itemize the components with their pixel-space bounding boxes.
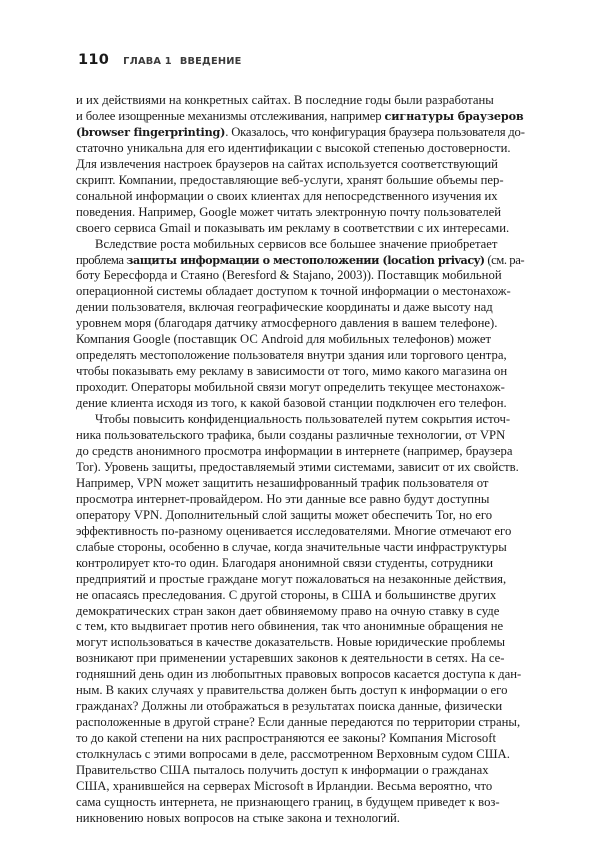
text-line: Компания Google (поставщик ОС Android для мобильных телефонов) может [76,332,491,347]
text-line: могут использоваться в качестве доказательств. Новые юридические проблемы [76,635,506,650]
bold-term: защиты информации о местоположении (location privacy) [126,252,485,267]
text-line: Для извлечения настроек браузеров на сайтах используется соответствующий [76,156,498,171]
text-line: Например, VPN может защитить незашифрованный трафик пользователя от [76,475,489,490]
text-line: (browser fingerprinting). Оказалось, что конфигурация браузера пользователя до- [76,124,525,139]
text-line: то до какой степени на них распространяются ее законы? Компания Microsoft [76,731,497,746]
text-line: ным. В каких случаях у правительства должен быть доступ к информации о его [76,683,508,698]
paragraph-2 [76,237,524,412]
text-line: столкнулась с этими вопросами в деле, рассмотренном Верховным судом США. [76,747,510,762]
text-line: боту Бересфорда и Стаяно (Beresford & Stajano, 2003)). Поставщик мобильной [76,268,502,283]
text-line: до средств анонимного просмотра информации в интернете (например, браузера [76,443,513,458]
text-line: оператору VPN. Дополнительный слой защиты может обеспечить Tor, но его [76,507,493,522]
text-line: поведения. Например, Google может читать электронную почту пользователей [76,204,502,219]
text-line: ника пользовательского трафика, были созданы различные технологии, от VPN [76,428,506,443]
text-line: своего сервиса Gmail и показывать им рекламу в соответствии с их интересами. [76,220,510,235]
text-line: никновению новых вопросов на стыке закона и технологий. [76,810,400,825]
text-line: просмотра интернет-провайдером. Но эти данные все равно будут доступны [76,491,490,506]
text-line: эффективность по-разному оценивается исследователями. Многие отмечают его [76,523,512,538]
text-line: дение клиента исходя из того, к какой базовой станции подключен его телефон. [76,396,507,411]
text-line: США, хранившейся на серверах Microsoft в Ирландии. Весьма вероятно, что [76,778,493,793]
text-line: Tor). Уровень защиты, предоставляемый этими системами, зависит от их свойств. [76,459,519,474]
text-line: проходит. Операторы мобильной связи могут определить текущее местонахож- [76,380,505,395]
text-line: Правительство США пыталось получить доступ к информации о гражданах [76,763,489,778]
text-line: контролирует кто-то один. Благодаря анонимной связи студенты, сотрудники [76,555,494,570]
text-line: проблема защиты информации о местоположении (location privacy) (см. ра- [76,252,525,267]
text-line: расположенные в другой стране? Если данные передаются по территории страны, [76,715,521,730]
text-line: Чтобы повысить конфиденциальность пользователей путем сокрытия источ- [95,412,511,427]
running-header [78,52,242,70]
text-line: уровнем моря (благодаря датчику атмосферного давления в вашем телефоне). [76,316,498,331]
text-line: определять местоположение пользователя внутри здания или торгового центра, [76,348,507,363]
page-number: 110 [78,52,110,68]
text-line: гражданах? Должны ли отображаться в результатах поиска данные, физически [76,699,503,714]
text-line: статочно уникальна для его идентификации с высокой степенью достоверности. [76,140,511,155]
text-line: операционной системы обладает доступом к точной информации о местонахож- [76,284,511,299]
bold-term: (browser fingerprinting) [76,124,226,139]
text-line: не опасаясь преследования. С другой стороны, в США и большинстве других [76,587,497,602]
bold-term: сигнатуры браузеров [384,108,524,123]
text-line: с тем, кто выдвигает против него обвинения, так что анонимные обращения не [76,619,504,634]
text-line: слабые стороны, особенно в случае, когда значительные части инфраструктуры [76,539,507,554]
body-text [76,93,524,827]
text-line: и более изощренные механизмы отслеживания, например сигнатуры браузеров [76,108,524,123]
text-line: и их действиями на конкретных сайтах. В последние годы были разработаны [76,93,494,107]
text-line: годняшний день один из любопытных правовых вопросов касается доступа к дан- [76,667,522,682]
text-line: предприятий и простые граждане могут пожаловаться на незаконные действия, [76,571,507,586]
chapter-label: ГЛАВА 1 [123,56,172,67]
paragraph-3 [76,412,524,827]
text-line: скрипт. Компании, предоставляющие веб-услуги, хранят большие объемы пер- [76,172,504,187]
paragraph-1 [76,93,524,237]
text-line: сама сущность интернета, не признающего границ, в будущем приведет к воз- [76,794,500,809]
section-label: ВВЕДЕНИЕ [179,56,242,67]
text-line: сональной информации о своих клиентах для непосредственного изучения их [76,188,498,203]
text-line: чтобы показывать ему рекламу в зависимости от того, мимо какого магазина он [76,364,508,379]
text-line: Вследствие роста мобильных сервисов все большее значение приобретает [95,236,498,251]
text-line: демократических стран закон дает обвиняемому право на очную ставку в суде [76,603,500,618]
text-line: дении пользователя, включая географические координаты и даже высоту над [76,300,493,315]
text-line: возникают при применении устаревших законов к деятельности в сетях. На се- [76,651,505,666]
